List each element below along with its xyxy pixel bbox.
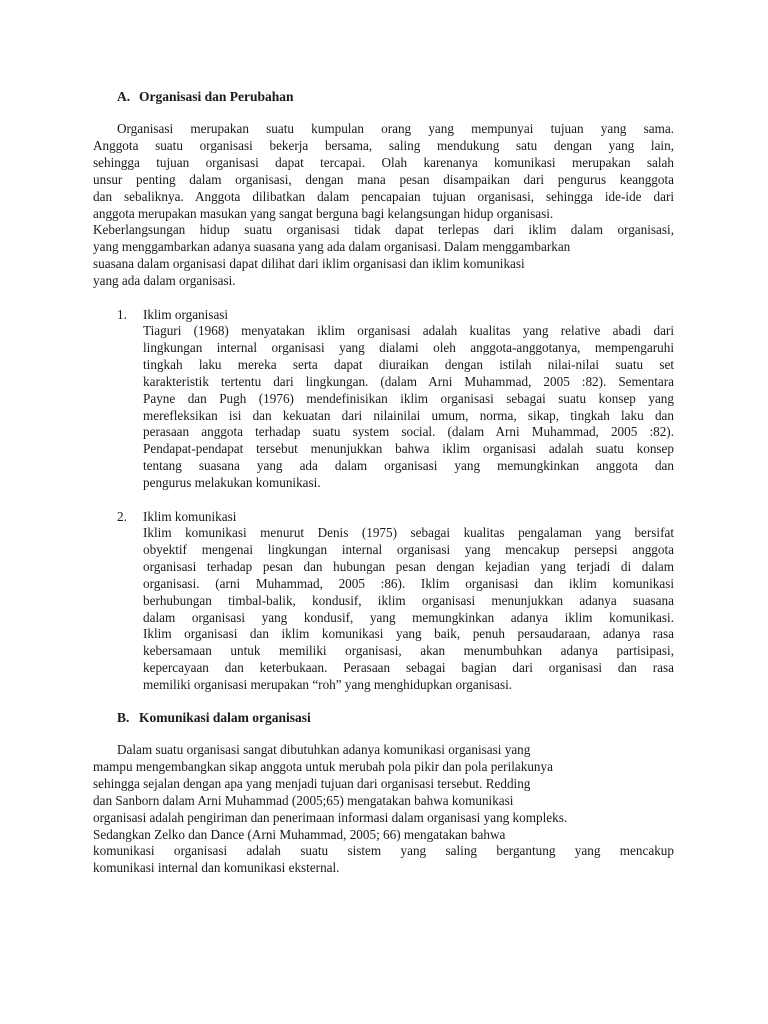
- item-1-line: karakteristik tertentu dari lingkungan. (dalam Arni Muhammad, 2005 :82). Sementara: [143, 373, 674, 389]
- section-b-letter: B.: [117, 710, 130, 725]
- item-1-paragraph: [143, 323, 674, 492]
- item-2-heading: [117, 508, 236, 525]
- item-1-line: Payne dan Pugh (1976) mendefinisikan iklim organisasi sebagai suatu konsep yang: [143, 390, 674, 406]
- item-2-line: kebersamaan untuk memiliki organisasi, akan menumbuhkan adanya partisipasi,: [143, 643, 674, 659]
- item-2-title: Iklim komunikasi: [143, 509, 237, 524]
- intro-line: anggota merupakan masukan yang sangat berguna bagi kelangsungan hidup organisasi.: [93, 205, 554, 221]
- item-2-line: Iklim komunikasi menurut Denis (1975) sebagai kualitas pengalaman yang bersifat: [143, 525, 674, 540]
- section-b-heading: [117, 709, 311, 726]
- intro-line: Anggota suatu organisasi bekerja bersama, saling mendukung satu dengan yang lain,: [93, 137, 674, 153]
- item-2-line: dalam organisasi yang kondusif, yang memungkinkan adanya iklim komunikasi.: [143, 609, 674, 625]
- section-b-line: Sedangkan Zelko dan Dance (Arni Muhammad, 2005; 66) mengatakan bahwa: [93, 826, 506, 842]
- intro-line: yang ada dalam organisasi.: [93, 273, 236, 289]
- item-1-line: merefleksikan isi dan kekuatan dari nilainilai umum, norma, sikap, tingkah laku dan: [143, 407, 674, 423]
- item-1-title: Iklim organisasi: [143, 307, 229, 322]
- item-2-paragraph: [143, 525, 674, 694]
- item-1-heading: [117, 306, 228, 323]
- section-b-line: sehingga sejalan dengan apa yang menjadi tujuan dari organisasi tersebut. Redding: [93, 775, 531, 791]
- item-2-line: memiliki organisasi merupakan “roh” yang menghidupkan organisasi.: [143, 677, 513, 693]
- item-1-line: perasaan anggota terhadap suatu system social. (dalam Arni Muhammad, 2005 :82).: [143, 424, 674, 440]
- item-1-line: tingkah laku mereka serta dapat diuraikan dengan istilah nilai-nilai suatu set: [143, 356, 674, 372]
- section-b-line: Dalam suatu organisasi sangat dibutuhkan adanya komunikasi organisasi yang: [117, 742, 531, 757]
- item-1-line: Pendapat-pendapat tersebut menunjukkan bahwa iklim organisasi adalah suatu konsep: [143, 441, 674, 457]
- section-b-line: organisasi adalah pengiriman dan penerimaan informasi dalam organisasi yang kompleks.: [93, 809, 568, 825]
- intro-line: Keberlangsungan hidup suatu organisasi tidak dapat terlepas dari iklim dalam organisasi,: [93, 222, 674, 238]
- section-a-heading: [117, 88, 294, 105]
- item-1-line: tentang suasana yang ada dalam organisasi yang memungkinkan anggota dan: [143, 458, 674, 474]
- item-1-line: lingkungan internal organisasi yang dialami oleh anggota-anggotanya, mempengaruhi: [143, 339, 674, 355]
- section-b-title: Komunikasi dalam organisasi: [139, 710, 311, 725]
- item-1-line: pengurus melakukan komunikasi.: [143, 475, 321, 491]
- item-2-line: Iklim organisasi dan iklim komunikasi yang baik, penuh persaudaraan, adanya rasa: [143, 626, 674, 642]
- intro-line: suasana dalam organisasi dapat dilihat dari iklim organisasi dan iklim komunikasi: [93, 256, 525, 272]
- section-a-intro-paragraph: [93, 121, 674, 290]
- intro-line: yang menggambarkan adanya suasana yang ada dalam organisasi. Dalam menggambarkan: [93, 239, 571, 255]
- intro-line: unsur penting dalam organisasi, dengan mana pesan disampaikan dari pengurus keanggota: [93, 171, 674, 187]
- item-2-number: 2.: [117, 509, 127, 524]
- section-a-letter: A.: [117, 89, 131, 104]
- section-b-line: komunikasi internal dan komunikasi eksternal.: [93, 860, 340, 876]
- item-2-line: berhubungan timbal-balik, kondusif, iklim organisasi menunjukkan adanya suasana: [143, 592, 674, 608]
- section-b-line: dan Sanborn dalam Arni Muhammad (2005;65) mengatakan bahwa komunikasi: [93, 792, 514, 808]
- section-a-title: Organisasi dan Perubahan: [139, 89, 294, 104]
- item-2-line: obyektif mengenai lingkungan internal organisasi yang mencakup persepsi anggota: [143, 541, 674, 557]
- intro-line: sehingga tujuan organisasi dapat tercapai. Olah karenanya komunikasi merupakan salah: [93, 154, 674, 170]
- item-2-line: organisasi. (arni Muhammad, 2005 :86). Iklim organisasi dan iklim komunikasi: [143, 575, 674, 591]
- intro-line: Organisasi merupakan suatu kumpulan orang yang mempunyai tujuan yang sama.: [117, 121, 674, 136]
- section-b-line: komunikasi organisasi adalah suatu sistem yang saling bergantung yang mencakup: [93, 843, 674, 859]
- item-1-number: 1.: [117, 307, 127, 322]
- section-b-paragraph: [93, 742, 674, 877]
- intro-line: dan sebaliknya. Anggota dilibatkan dalam pencapaian tujuan organisasi, sehingga ide-ide dari: [93, 188, 674, 204]
- section-b-line: mampu mengembangkan sikap anggota untuk merubah pola pikir dan pola perilakunya: [93, 758, 553, 774]
- item-1-line: Tiaguri (1968) menyatakan iklim organisasi adalah kualitas yang relative abadi dari: [143, 323, 674, 338]
- item-2-line: organisasi terhadap pesan dan hubungan pesan dengan kejadian yang terjadi di dalam: [143, 558, 674, 574]
- item-2-line: kepercayaan dan keterbukaan. Perasaan sebagai bagian dari organisasi dan rasa: [143, 660, 674, 676]
